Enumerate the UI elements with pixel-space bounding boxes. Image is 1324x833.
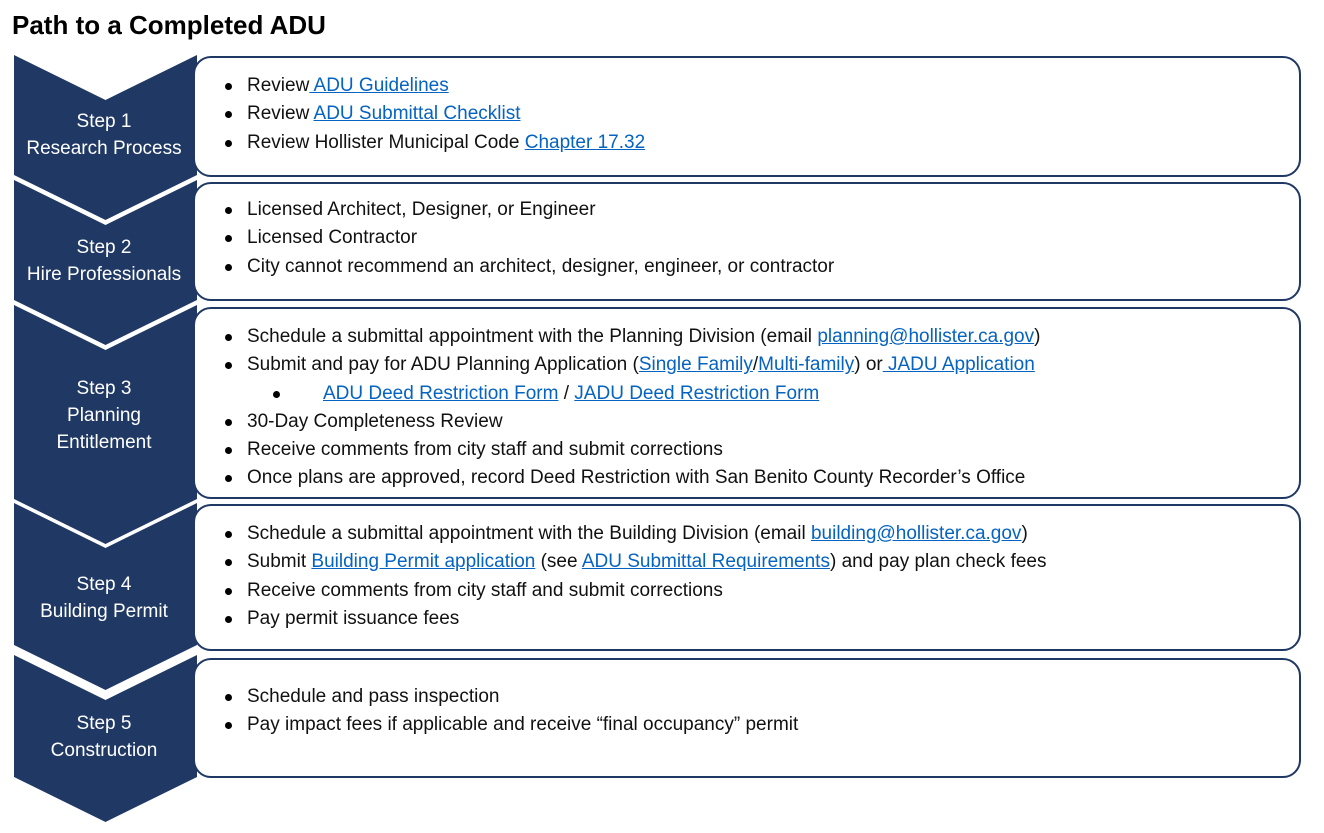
adu-deed-restriction-form-link[interactable]: ADU Deed Restriction Form	[323, 382, 559, 404]
item-text: Receive comments from city staff and submit corrections	[247, 439, 723, 461]
building-permit-application-link[interactable]: Building Permit application	[311, 551, 536, 573]
step-4-item-list	[221, 520, 1289, 633]
item-text: ) or	[854, 354, 883, 376]
item-text: Schedule a submittal appointment with the Building Division (email	[247, 523, 811, 544]
step-1-label	[10, 108, 198, 162]
item-text: City cannot recommend an architect, designer, engineer, or contractor	[247, 255, 835, 277]
list-item	[221, 577, 1289, 605]
item-text: Submit and pay for ADU Planning Application (	[247, 354, 639, 376]
list-item	[221, 100, 1289, 128]
step-4-label-line: Step 4	[76, 574, 132, 595]
page-title: Path to a Completed ADU	[12, 10, 326, 40]
item-text: )	[1034, 326, 1041, 347]
adu-submittal-checklist-link[interactable]: ADU Submittal Checklist	[313, 103, 521, 125]
list-item	[221, 436, 1289, 464]
single-family-link[interactable]: Single Family	[638, 354, 753, 376]
step-2-item-list	[221, 196, 1289, 281]
planning-hollister-ca-gov-link[interactable]: planning@hollister.ca.gov	[817, 326, 1035, 347]
step-5-details-box	[193, 658, 1301, 778]
step-2-label	[10, 234, 198, 288]
step-2-label-line: Step 2	[76, 237, 132, 258]
item-text: Licensed Contractor	[247, 227, 418, 249]
step-5-label	[10, 710, 198, 764]
step-5-label-line: Construction	[50, 740, 158, 761]
sub-list-item	[221, 380, 1289, 408]
item-text: Schedule and pass inspection	[247, 686, 500, 707]
item-text: Review	[247, 103, 314, 125]
jadu-application-link[interactable]: JADU Application	[882, 354, 1035, 376]
list-item	[221, 548, 1289, 576]
list-item	[221, 196, 1289, 224]
item-text: Pay impact fees if applicable and receive “final occupancy” permit	[247, 714, 799, 736]
item-text: ) and pay plan check fees	[829, 551, 1047, 573]
chapter-17-32-link[interactable]: Chapter 17.32	[524, 131, 646, 153]
item-text: Receive comments from city staff and submit corrections	[247, 579, 723, 601]
list-item	[221, 408, 1289, 436]
item-text: /	[752, 354, 759, 376]
step-3-label-line: Planning	[67, 405, 141, 426]
step-5-label-line: Step 5	[76, 713, 132, 734]
list-item	[221, 224, 1289, 252]
item-text: Once plans are approved, record Deed Restriction with San Benito County Recorder’s Office	[247, 467, 1026, 489]
list-item	[221, 351, 1289, 379]
item-text: Submit	[247, 551, 312, 573]
list-item	[221, 253, 1289, 281]
item-text: 30-Day Completeness Review	[247, 410, 503, 432]
step-5-item-list	[221, 683, 1289, 740]
step-3-item-list	[221, 323, 1289, 493]
step-2-details-box	[193, 182, 1301, 301]
step-4-label	[10, 571, 198, 625]
item-text: /	[558, 382, 575, 404]
list-item	[221, 464, 1289, 492]
list-item	[221, 129, 1289, 157]
adu-guidelines-link[interactable]: ADU Guidelines	[309, 75, 449, 96]
step-1-item-list	[221, 72, 1289, 157]
step-1-details-box	[193, 56, 1301, 177]
multi-family-link[interactable]: Multi-family	[758, 354, 855, 376]
item-text: Pay permit issuance fees	[247, 607, 460, 629]
step-4-label-line: Building Permit	[40, 601, 168, 622]
step-1-label-line: Step 1	[76, 111, 132, 132]
step-4-details-box	[193, 504, 1301, 651]
step-2-label-line: Hire Professionals	[26, 264, 182, 285]
step-3-label-line: Entitlement	[56, 432, 152, 453]
list-item	[221, 72, 1289, 100]
item-text: (see	[535, 551, 582, 573]
list-item	[221, 323, 1289, 351]
item-text: Review	[247, 75, 310, 96]
step-1-label-line: Research Process	[26, 138, 182, 159]
jadu-deed-restriction-form-link[interactable]: JADU Deed Restriction Form	[574, 382, 820, 404]
list-item	[221, 683, 1289, 711]
item-text: Schedule a submittal appointment with the Planning Division (email	[247, 326, 818, 347]
step-3-label-line: Step 3	[76, 378, 132, 399]
item-text: Licensed Architect, Designer, or Engineer	[247, 199, 596, 220]
step-3-details-box	[193, 307, 1301, 499]
list-item	[221, 711, 1289, 739]
adu-submittal-requirements-link[interactable]: ADU Submittal Requirements	[581, 551, 830, 573]
step-3-label	[10, 375, 198, 456]
item-text: )	[1021, 523, 1028, 544]
list-item	[221, 520, 1289, 548]
list-item	[221, 605, 1289, 633]
item-text: Review Hollister Municipal Code	[247, 131, 525, 153]
building-hollister-ca-gov-link[interactable]: building@hollister.ca.gov	[810, 523, 1022, 544]
